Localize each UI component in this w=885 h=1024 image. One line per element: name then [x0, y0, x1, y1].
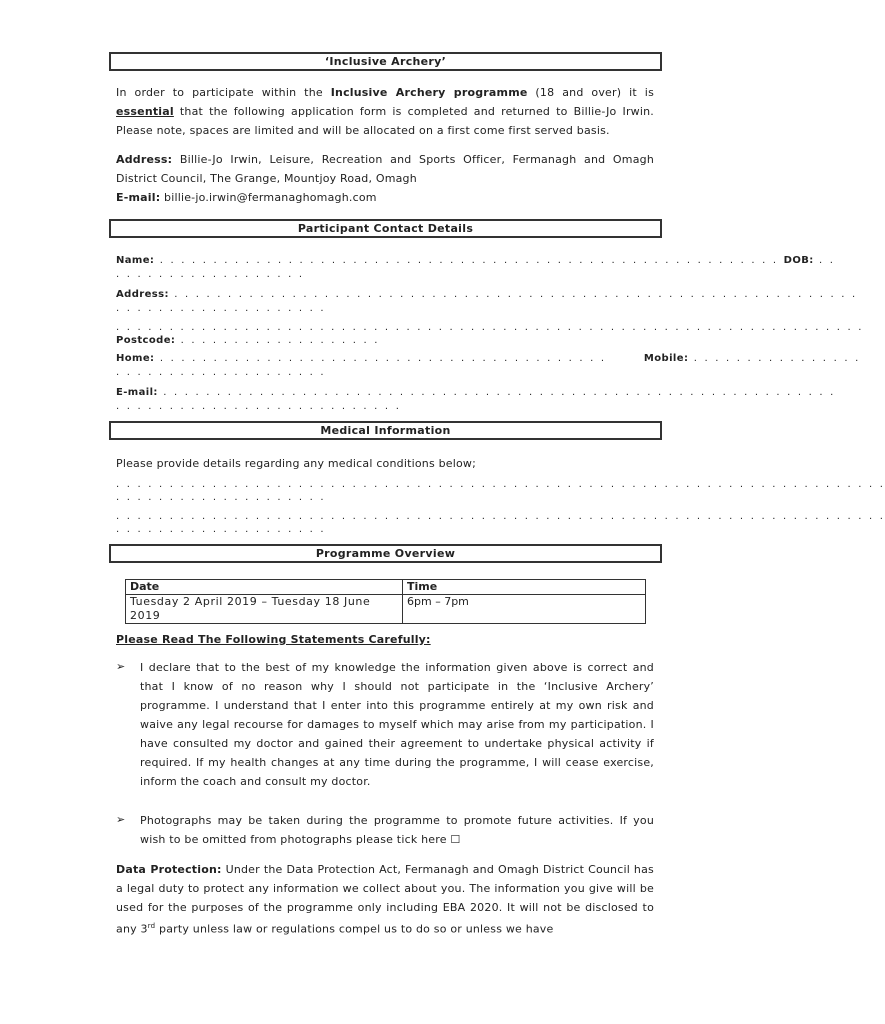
contact-address-label: Address:: [116, 289, 169, 300]
medical-heading: Medical Information: [109, 421, 662, 440]
medical-line-2[interactable]: . . . . . . . . . . . . . . . . . . . .: [116, 492, 326, 503]
data-protection-text-b: party unless law or regulations compel us to do so or unless we have: [155, 922, 554, 936]
data-protection-label: Data Protection:: [116, 863, 222, 876]
postcode-field[interactable]: Postcode: . . . . . . . . . . . . . . . . . . .: [116, 335, 380, 346]
intro-text-c: (18 and over) it is: [527, 86, 654, 99]
medical-line-4[interactable]: . . . . . . . . . . . . . . . . . . . .: [116, 524, 326, 535]
email-address[interactable]: billie-jo.irwin@fermanaghomagh.com: [160, 191, 377, 204]
dob-label: DOB:: [783, 255, 814, 266]
time-cell: 6pm – 7pm: [403, 595, 646, 624]
photograph-statement[interactable]: Photographs may be taken during the programme to promote future activities. If you wish to be omitted from photographs please tick here ☐: [140, 814, 654, 846]
home-field[interactable]: Home: . . . . . . . . . . . . . . . . . . . . . . . . . . . . . . . . . . . . . . . . . . Mobile: . . . . . . . . . . . . . . . .: [116, 353, 861, 364]
intro-essential: essential: [116, 105, 174, 118]
contact-heading: Participant Contact Details: [109, 219, 662, 238]
date-header: Date: [126, 580, 403, 595]
bullet-icon: ➢: [116, 813, 126, 826]
intro-paragraph: [116, 83, 654, 140]
contact-email-label: E-mail:: [116, 387, 158, 398]
medical-line-1[interactable]: . . . . . . . . . . . . . . . . . . . . . . . . . . . . . . . . . . . . . . . . . . . . . . . . . . . . . . . . . . . . . . . . . . . . . . . .: [116, 479, 885, 490]
intro-text-a: In order to participate within the: [116, 86, 331, 99]
declaration-statement: I declare that to the best of my knowledge the information given above is correct and that I know of no reason why I should not participate in the ‘Inclusive Archery’ programme. I understand that I enter into this programme entirely at my own risk and waive any legal recourse for damages to myself which may arise from my participation. I have consulted my doctor and gained their agreement to undertake physical activity if required. If my health changes at any time during the programme, I will cease exercise, inform the coach and consult my doctor.: [140, 661, 654, 788]
address-line-3[interactable]: . . . . . . . . . . . . . . . . . . . . . . . . . . . . . . . . . . . . . . . . . . . . . . . . . . . . . . . . . . . . . . . . . . . . . .: [116, 322, 864, 333]
contact-email-field[interactable]: E-mail: . . . . . . . . . . . . . . . . . . . . . . . . . . . . . . . . . . . . . . . . . . . . . . . . . . . . . . . . . . . . . . .: [116, 387, 836, 398]
home-label: Home:: [116, 353, 155, 364]
statements-heading-text: Please Read The Following Statements Carefully:: [116, 633, 431, 646]
address-paragraph: [116, 150, 654, 207]
address-text: Billie-Jo Irwin, Leisure, Recreation and Sports Officer, Fermanagh and Omagh District Council, The Grange, Mountjoy Road, Omagh: [116, 153, 654, 185]
data-protection-paragraph: [116, 860, 654, 939]
intro-text-e: that the following application form is completed and returned to Billie-Jo Irwin. Please note, spaces are limited and will be allocated on a first come first served basis.: [116, 105, 654, 137]
postcode-label: Postcode:: [116, 335, 176, 346]
intro-programme-name: Inclusive Archery programme: [330, 86, 528, 99]
mobile-field[interactable]: . . . . . . . . . . . . . . . . . . . .: [116, 367, 326, 378]
table-row: [126, 595, 646, 624]
data-protection-sup: rd: [147, 922, 156, 930]
title-box: ‘Inclusive Archery’: [109, 52, 662, 71]
contact-email-line-2[interactable]: . . . . . . . . . . . . . . . . . . . . . . . . . . .: [116, 401, 402, 412]
programme-heading: Programme Overview: [109, 544, 662, 563]
address-label: Address:: [116, 153, 173, 166]
bullet-icon: ➢: [116, 660, 126, 673]
dob-field[interactable]: . . . . . . . . . . . . . . . . . .: [116, 269, 305, 280]
name-field[interactable]: Name: . . . . . . . . . . . . . . . . . . . . . . . . . . . . . . . . . . . . . . . . . . . . . . . . . . . . . . . . . . DOB: . .: [116, 255, 836, 266]
data-protection-text-a: Under the Data Protection Act, Fermanagh and Omagh District Council has a legal duty to protect any information we collect about you. The information you give will be used for the purposes of the programme only including EBA 2020. It will not be disclosed to any 3: [116, 863, 654, 936]
time-header: Time: [403, 580, 646, 595]
programme-table: [125, 579, 646, 624]
medical-prompt: Please provide details regarding any medical conditions below;: [116, 457, 477, 470]
email-label: E-mail:: [116, 191, 161, 204]
statements-heading: [116, 630, 654, 649]
address-field[interactable]: Address: . . . . . . . . . . . . . . . . . . . . . . . . . . . . . . . . . . . . . . . . . . . . . . . . . . . . . . . . . . . . . . . .: [116, 289, 858, 300]
table-header-row: [126, 580, 646, 595]
medical-line-3[interactable]: . . . . . . . . . . . . . . . . . . . . . . . . . . . . . . . . . . . . . . . . . . . . . . . . . . . . . . . . . . . . . . . . . . . . . . . .: [116, 511, 885, 522]
date-cell: Tuesday 2 April 2019 – Tuesday 18 June 2019: [126, 595, 403, 624]
mobile-label: Mobile:: [643, 353, 689, 364]
name-label: Name:: [116, 255, 155, 266]
address-line-2[interactable]: . . . . . . . . . . . . . . . . . . . .: [116, 303, 326, 314]
